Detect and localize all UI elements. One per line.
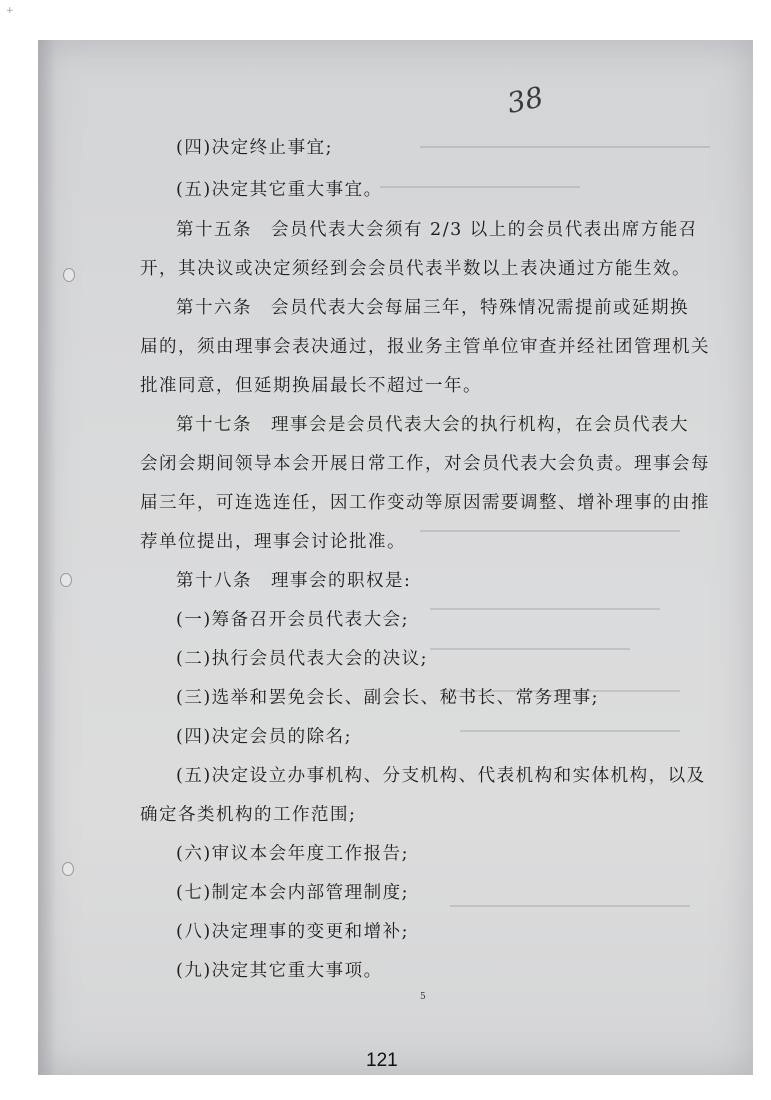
text-line: (三)选举和罢免会长、副会长、秘书长、常务理事; [176,688,600,708]
bleed-through-text [450,905,690,907]
text-line: 第十七条 理事会是会员代表大会的执行机构，在会员代表大 [176,415,689,435]
text-line: (六)审议本会年度工作报告; [176,844,410,864]
bleed-through-text [420,530,680,532]
text-line: 荐单位提出，理事会讨论批准。 [140,532,406,552]
text-line: 届的，须由理事会表决通过，报业务主管单位审查并经社团管理机关 [140,337,710,357]
corner-mark: + [6,6,14,16]
text-line: (七)制定本会内部管理制度; [176,883,410,903]
bleed-through-text [430,608,660,610]
text-line: 确定各类机构的工作范围; [140,805,357,825]
bleed-through-text [460,730,680,732]
punch-hole [60,573,72,587]
text-line: 会闭会期间领导本会开展日常工作，对会员代表大会负责。理事会每 [140,454,710,474]
text-line: (八)决定理事的变更和增补; [176,922,410,942]
scan-edge-shadow [38,40,56,1075]
text-line: 批准同意，但延期换届最长不超过一年。 [140,376,482,396]
punch-hole [63,268,75,282]
handwritten-page-note: 38 [504,80,547,120]
punch-hole [62,862,74,876]
bleed-through-text [420,146,710,148]
text-line: 第十五条 会员代表大会须有 2/3 以上的会员代表出席方能召 [176,220,698,240]
bleed-through-text [430,648,630,650]
bleed-through-text [380,186,580,188]
text-line: (五)决定其它重大事宜。 [176,180,383,200]
text-line: (五)决定设立办事机构、分支机构、代表机构和实体机构，以及 [176,766,706,786]
text-line: 届三年，可连选连任，因工作变动等原因需要调整、增补理事的由推 [140,493,710,513]
page-number: 5 [420,992,426,1002]
text-line: (二)执行会员代表大会的决议; [176,649,429,669]
text-line: (四)决定会员的除名; [176,727,353,747]
folio-number: 121 [366,1050,398,1071]
text-line: (九)决定其它重大事项。 [176,961,383,981]
text-line: (一)筹备召开会员代表大会; [176,610,410,630]
text-line: (四)决定终止事宜; [176,138,334,158]
text-line: 第十六条 会员代表大会每届三年，特殊情况需提前或延期换 [176,298,689,318]
text-line: 第十八条 理事会的职权是: [176,571,412,591]
text-line: 开，其决议或决定须经到会会员代表半数以上表决通过方能生效。 [140,259,691,279]
